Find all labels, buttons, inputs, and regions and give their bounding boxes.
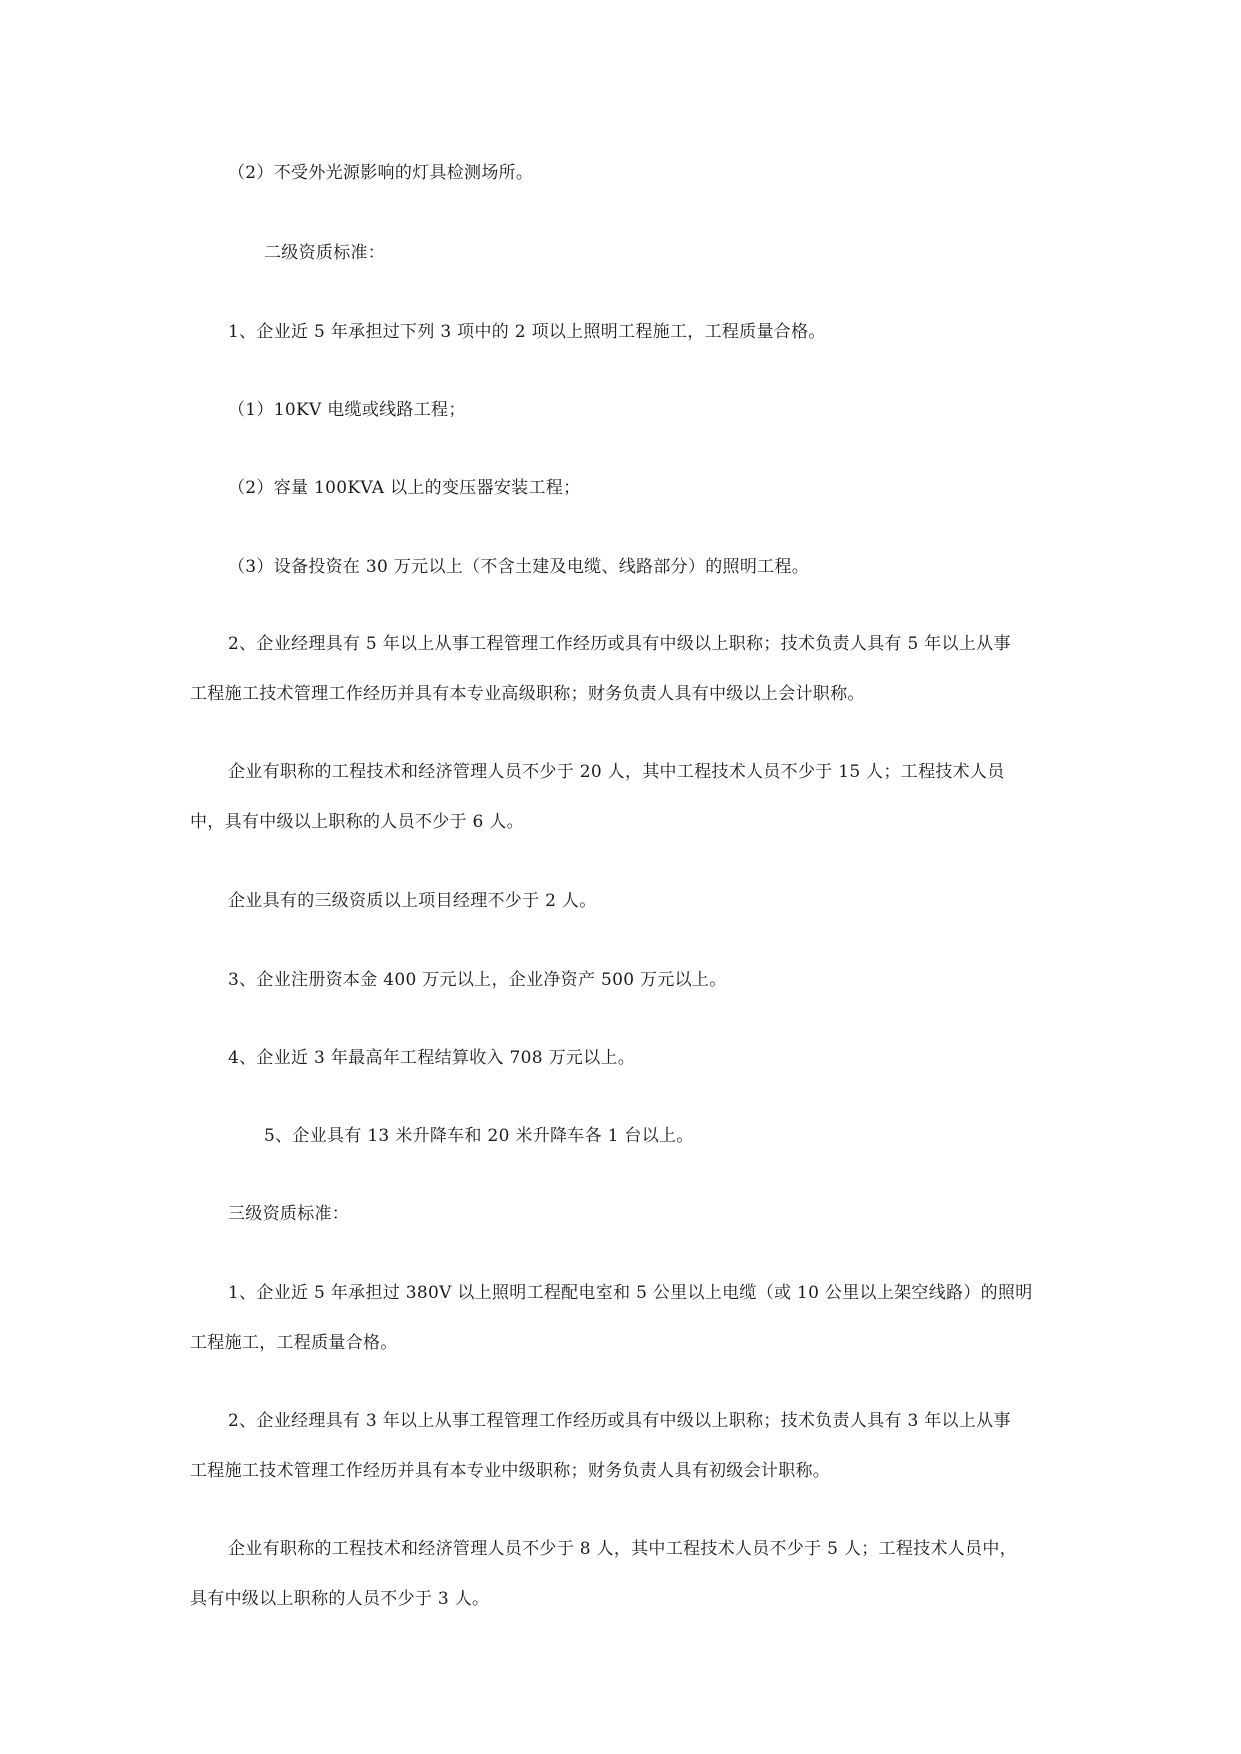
level-3-paragraph-2-line1: 2、企业经理具有 3 年以上从事工程管理工作经历或具有中级以上职称；技术负责人具有 3 年以上从事	[228, 1411, 1011, 1431]
paragraph-3-capital: 3、企业注册资本金 400 万元以上，企业净资产 500 万元以上。	[228, 970, 727, 990]
paragraph-2-manager-line2: 工程施工技术管理工作经历并具有本专业高级职称；财务负责人具有中级以上会计职称。	[190, 684, 865, 704]
level-3-staff-line2: 具有中级以上职称的人员不少于 3 人。	[190, 1589, 490, 1609]
item-2-light-testing-site: （2）不受外光源影响的灯具检测场所。	[228, 163, 534, 183]
level-3-paragraph-1-line2: 工程施工，工程质量合格。	[190, 1333, 398, 1353]
paragraph-1-projects: 1、企业近 5 年承担过下列 3 项中的 2 项以上照明工程施工，工程质量合格。	[228, 322, 826, 342]
paragraph-5-lift-trucks: 5、企业具有 13 米升降车和 20 米升降车各 1 台以上。	[264, 1126, 694, 1146]
paragraph-project-manager: 企业具有的三级资质以上项目经理不少于 2 人。	[228, 891, 597, 911]
level-3-paragraph-2-line2: 工程施工技术管理工作经历并具有本专业中级职称；财务负责人具有初级会计职称。	[190, 1461, 831, 1481]
sub-item-2-transformer: （2）容量 100KVA 以上的变压器安装工程；	[228, 478, 581, 498]
level-3-staff-line1: 企业有职称的工程技术和经济管理人员不少于 8 人，其中工程技术人员不少于 5 人；工程技术人员中，	[228, 1539, 1017, 1559]
paragraph-4-revenue: 4、企业近 3 年最高年工程结算收入 708 万元以上。	[228, 1048, 636, 1068]
paragraph-staff-line1: 企业有职称的工程技术和经济管理人员不少于 20 人，其中工程技术人员不少于 15 人；工程技术人员	[228, 762, 1005, 782]
paragraph-staff-line2: 中，具有中级以上职称的人员不少于 6 人。	[190, 812, 524, 832]
paragraph-2-manager-line1: 2、企业经理具有 5 年以上从事工程管理工作经历或具有中级以上职称；技术负责人具有 5 年以上从事	[228, 634, 1011, 654]
level-3-paragraph-1-line1: 1、企业近 5 年承担过 380V 以上照明工程配电室和 5 公里以上电缆（或 10 公里以上架空线路）的照明	[228, 1283, 1033, 1303]
sub-item-1-cable: （1）10KV 电缆或线路工程；	[228, 400, 466, 420]
sub-item-3-equipment: （3）设备投资在 30 万元以上（不含土建及电缆、线路部分）的照明工程。	[228, 557, 810, 577]
heading-level-3-standard: 三级资质标准：	[228, 1204, 350, 1224]
heading-level-2-standard: 二级资质标准：	[264, 243, 386, 263]
